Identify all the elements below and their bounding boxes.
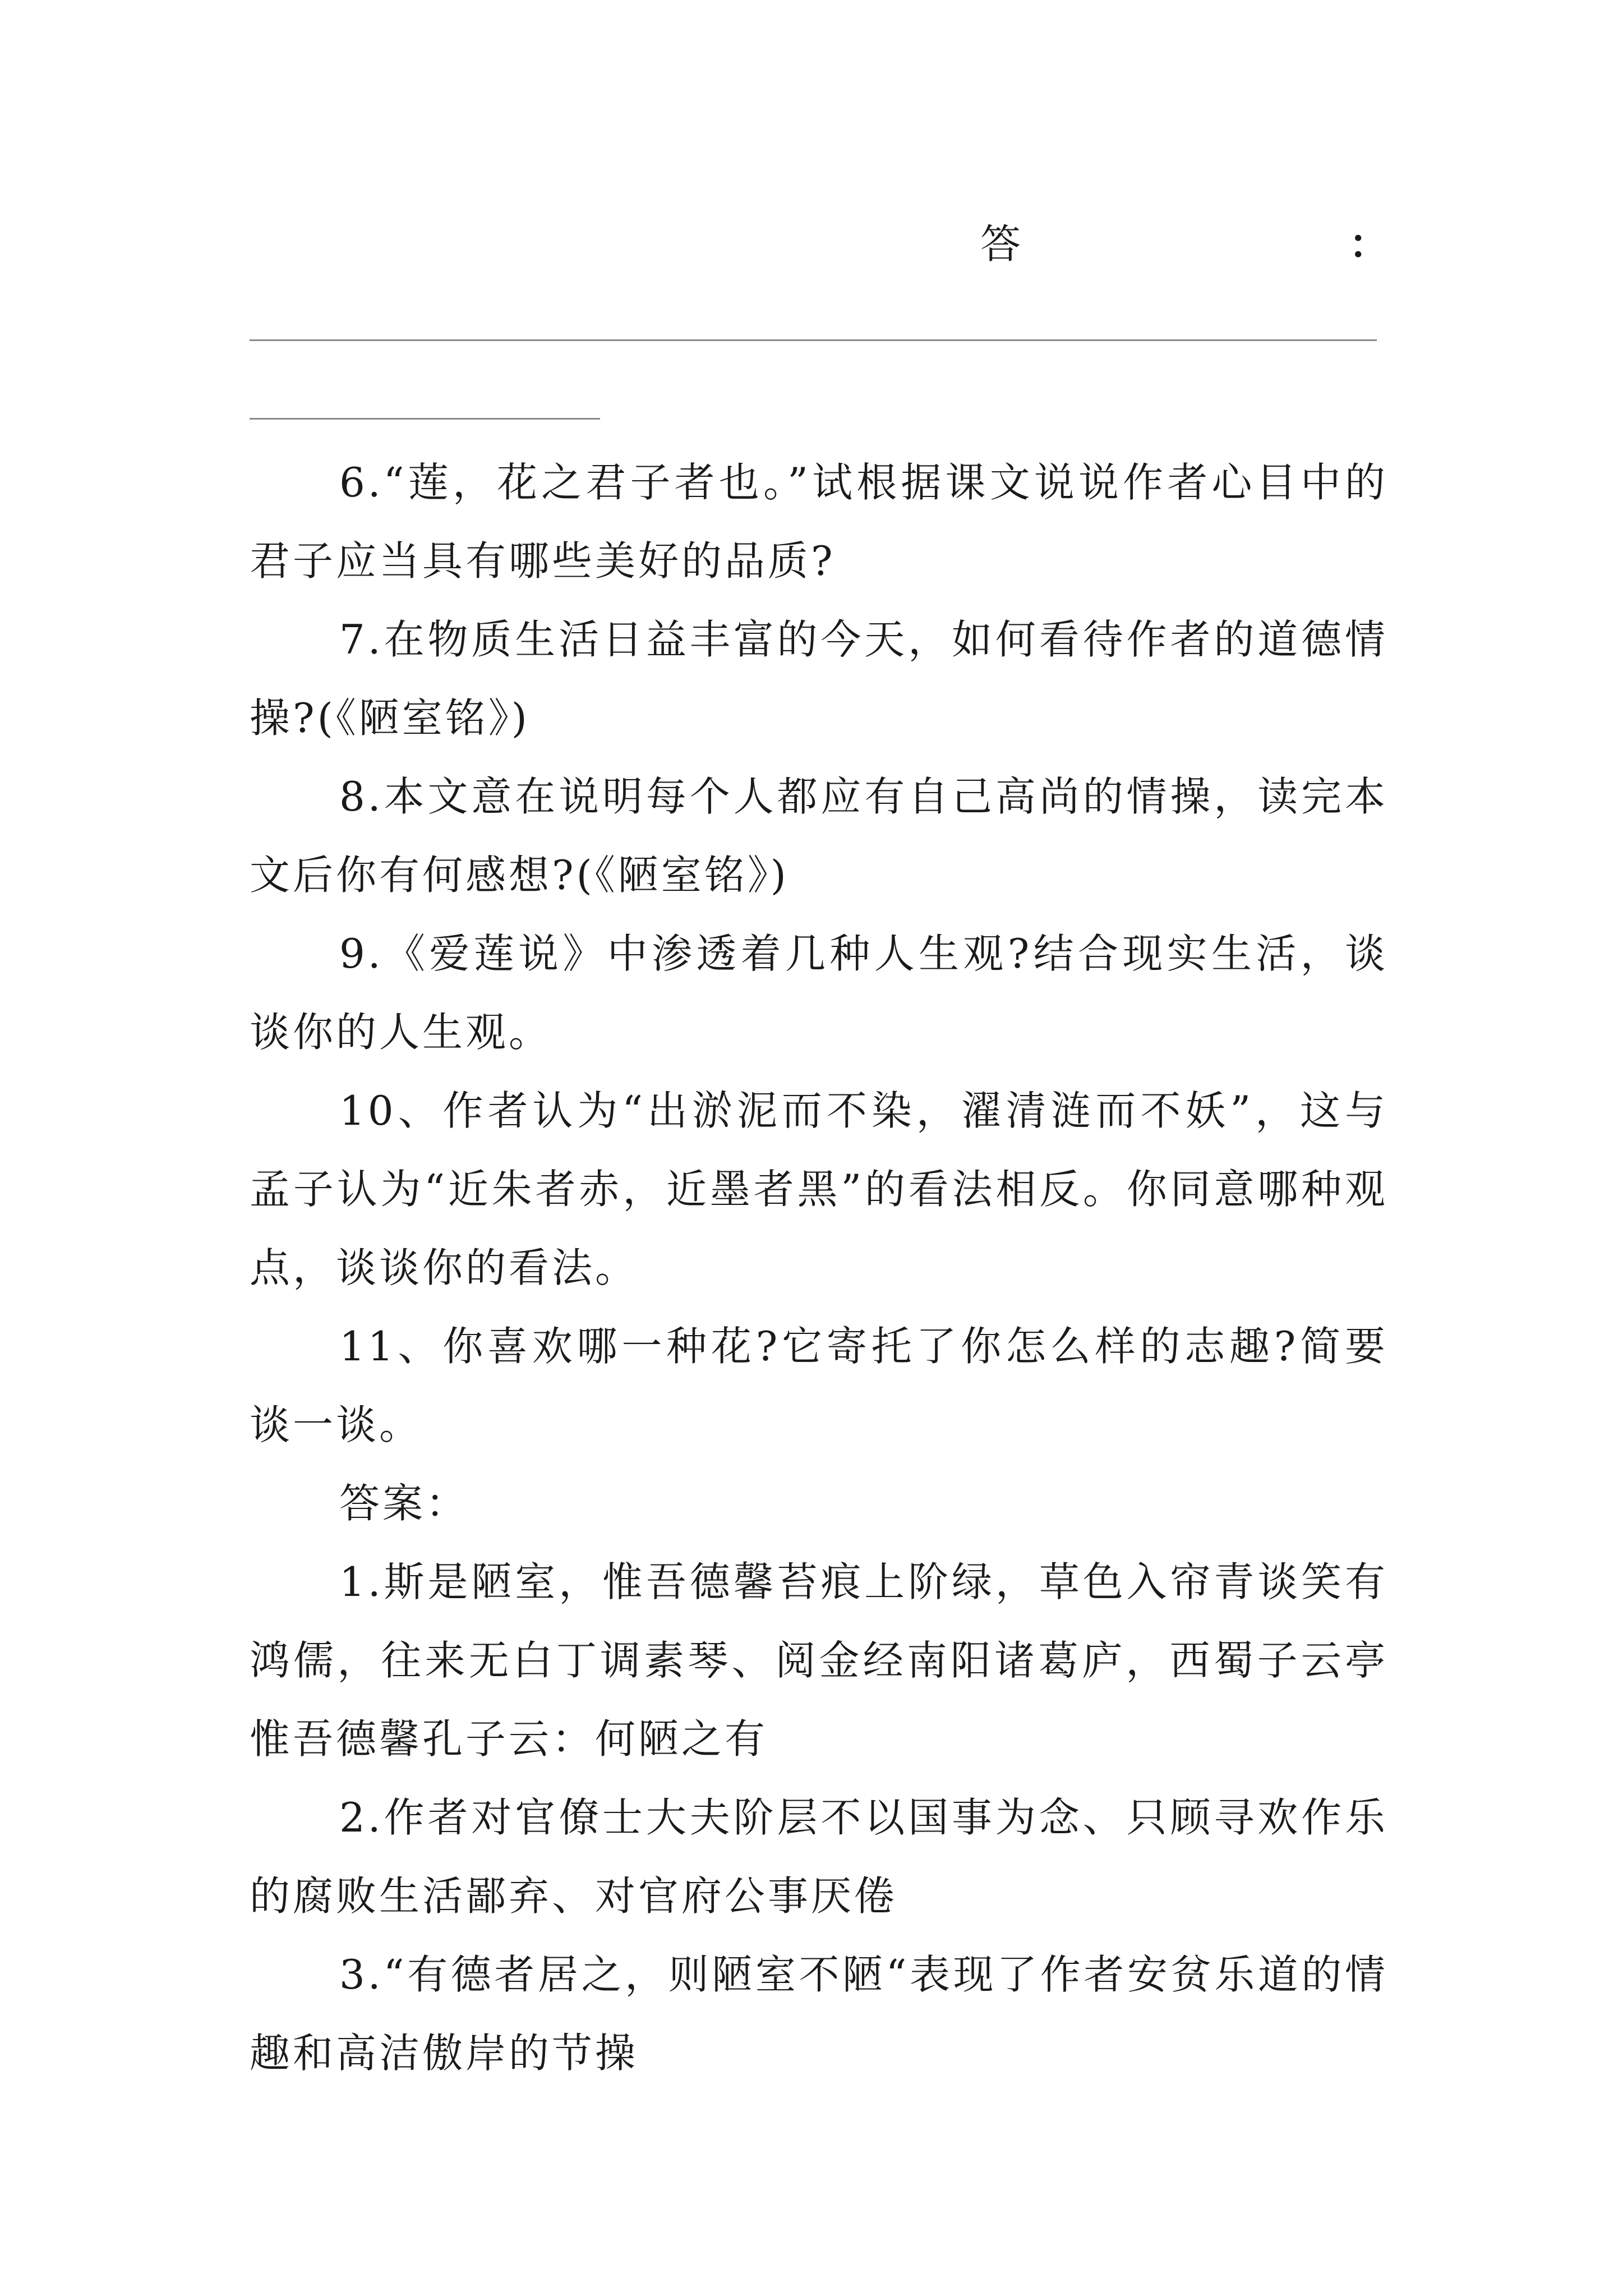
question-10: 10、作者认为“出淤泥而不染，濯清涟而不妖”，这与孟子认为“近朱者赤，近墨者黑”的看法相反。你同意哪种观点，谈谈你的看法。: [250, 1087, 1388, 1291]
answers-label: 答案：: [339, 1480, 469, 1527]
answer-blank-line-continuation: [250, 418, 600, 420]
answer-2: 2.作者对官僚士大夫阶层不以国事为念、只顾寻欢作乐的腐败生活鄙弃、对官府公事厌倦: [250, 1794, 1388, 1920]
answer-1: 1.斯是陋室，惟吾德馨苔痕上阶绿，草色入帘青谈笑有鸿儒，往来无白丁调素琴、阅金经南阳诸葛庐，西蜀子云亭惟吾德馨孔子云：何陋之有: [250, 1558, 1388, 1763]
question-8: 8.本文意在说明每个人都应有自己高尚的情操，读完本文后你有何感想?(《陋室铭》): [250, 773, 1388, 899]
question-7: 7.在物质生活日益丰富的今天，如何看待作者的道德情操?(《陋室铭》): [250, 616, 1388, 742]
answer-heading-colon: ：: [1349, 220, 1390, 268]
document-body: [250, 443, 1388, 2092]
answer-blank-line: [250, 339, 1377, 341]
answer-heading-word: 答: [980, 220, 1021, 268]
question-9: 9.《爱莲说》中渗透着几种人生观?结合现实生活，谈谈你的人生观。: [250, 930, 1388, 1056]
question-6: 6.“莲，花之君子者也。”试根据课文说说作者心目中的君子应当具有哪些美好的品质?: [250, 459, 1388, 585]
answer-3: 3.“有德者居之，则陋室不陋“表现了作者安贫乐道的情趣和高洁傲岸的节操: [250, 1951, 1388, 2077]
question-11: 11、你喜欢哪一种花?它寄托了你怎么样的志趣?简要谈一谈。: [250, 1323, 1388, 1448]
